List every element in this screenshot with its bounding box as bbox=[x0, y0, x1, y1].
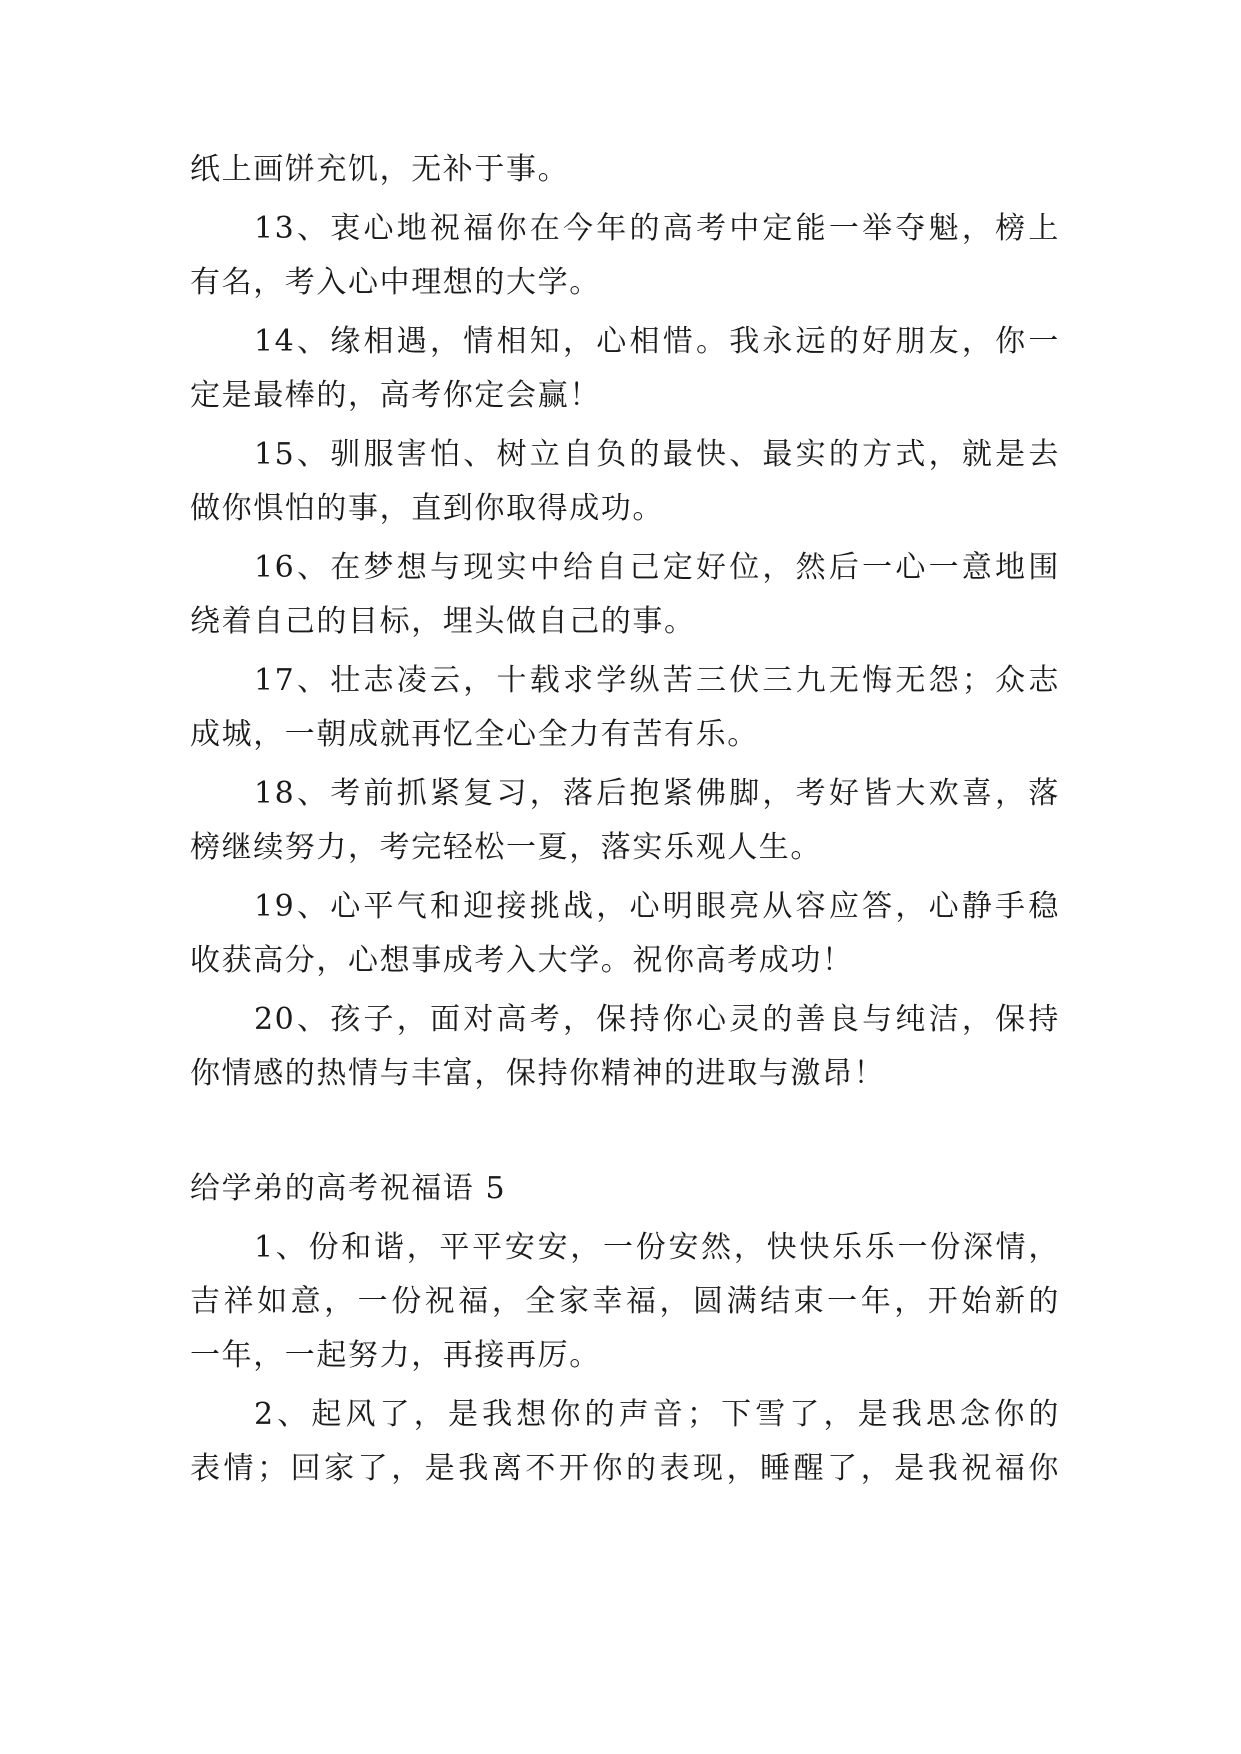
paragraph-line: 你情感的热情与丰富，保持你精神的进取与激昂！ bbox=[190, 1056, 886, 1091]
paragraph-line: 收获高分，心想事成考入大学。祝你高考成功！ bbox=[190, 943, 854, 978]
paragraph-line: 定是最棒的，高考你定会赢！ bbox=[190, 378, 601, 413]
paragraph-line: 2、起风了，是我想你的声音；下雪了，是我思念你的 bbox=[254, 1397, 1060, 1432]
paragraph-line: 16、在梦想与现实中给自己定好位，然后一心一意地围 bbox=[254, 550, 1060, 585]
paragraph-line: 有名，考入心中理想的大学。 bbox=[190, 265, 601, 300]
paragraph-line: 一年，一起努力，再接再厉。 bbox=[190, 1338, 601, 1373]
paragraph-line: 19、心平气和迎接挑战，心明眼亮从容应答，心静手稳 bbox=[254, 889, 1060, 924]
paragraph-line: 榜继续努力，考完轻松一夏，落实乐观人生。 bbox=[190, 830, 822, 865]
paragraph-line: 14、缘相遇，情相知，心相惜。我永远的好朋友，你一 bbox=[254, 324, 1060, 359]
paragraph-line: 成城，一朝成就再忆全心全力有苦有乐。 bbox=[190, 717, 759, 752]
paragraph-line: 绕着自己的目标，埋头做自己的事。 bbox=[190, 604, 696, 639]
paragraph-line: 表情；回家了，是我离不开你的表现，睡醒了，是我祝福你 bbox=[190, 1451, 1060, 1486]
section-heading: 给学弟的高考祝福语 5 bbox=[190, 1171, 507, 1206]
paragraph-line: 纸上画饼充饥，无补于事。 bbox=[190, 152, 570, 187]
paragraph-line: 1、份和谐，平平安安，一份安然，快快乐乐一份深情， bbox=[254, 1230, 1060, 1265]
paragraph-line: 17、壮志凌云，十载求学纵苦三伏三九无悔无怨；众志 bbox=[254, 663, 1060, 698]
paragraph-line: 做你惧怕的事，直到你取得成功。 bbox=[190, 491, 664, 526]
paragraph-line: 15、驯服害怕、树立自负的最快、最实的方式，就是去 bbox=[254, 437, 1060, 472]
paragraph-line: 吉祥如意，一份祝福，全家幸福，圆满结束一年，开始新的 bbox=[190, 1284, 1060, 1319]
paragraph-line: 18、考前抓紧复习，落后抱紧佛脚，考好皆大欢喜，落 bbox=[254, 776, 1060, 811]
paragraph-line: 13、衷心地祝福你在今年的高考中定能一举夺魁，榜上 bbox=[254, 211, 1060, 246]
paragraph-line: 20、孩子，面对高考，保持你心灵的善良与纯洁，保持 bbox=[254, 1002, 1060, 1037]
